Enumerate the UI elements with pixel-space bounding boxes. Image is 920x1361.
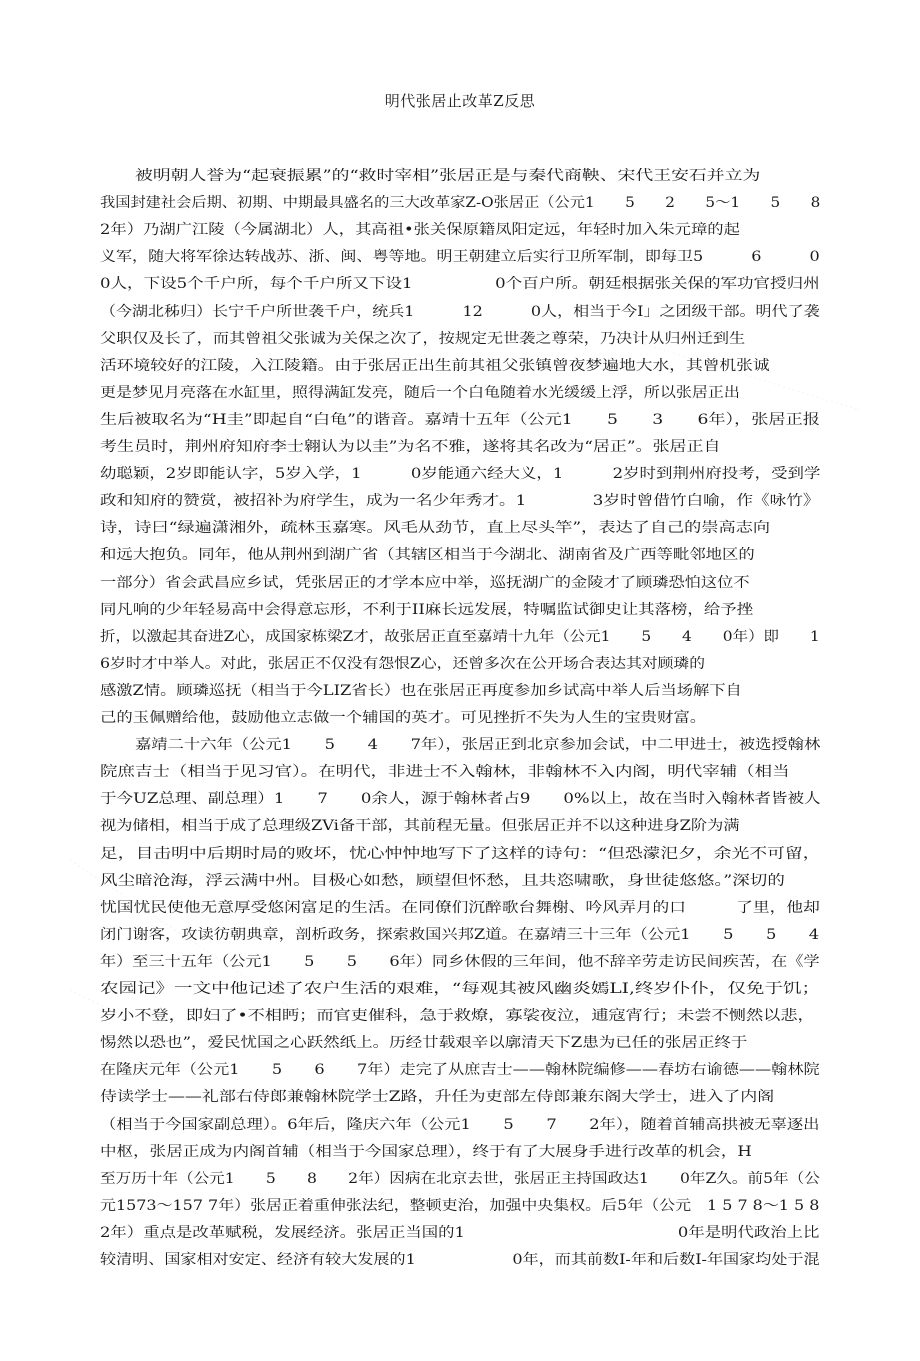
text-line: 一部分）省会武昌应乡试，凭张居正的才学本应中举，巡抚湖广的金陵才了顾璘恐怕这位不 bbox=[100, 575, 750, 591]
text-line: 6岁时才中举人。对此，张居正不仅没有怨恨Z心，还曾多次在公开场合表达其对顾璘的 bbox=[100, 656, 706, 672]
text-line: 被明朝人誉为“起衰振累”的“救时宰相”张居正是与秦代商鞅、宋代王安石并立为 bbox=[135, 168, 761, 184]
text-line: 中枢，张居正成为内阁首辅（相当于今国家总理），终于有了大展身手进行改革的机会，H bbox=[100, 1144, 752, 1160]
text-line: 幼聪颖，2岁即能认字，5岁入学，1 0岁能通六经大义，1 2岁时到荆州府投考，受到学 bbox=[100, 466, 821, 482]
text-line: 我国封建社会后期、初期、中期最具盛名的三大改革家Z-O张居正（公元1 5 2 5～1 5 8 bbox=[100, 195, 821, 211]
text-line: 己的玉佩赠给他，鼓励他立志做一个辅国的英才。可见挫折不失为人生的宝贵财富。 bbox=[100, 710, 707, 726]
text-line: 政和知府的赞赏，被招补为府学生，成为一名少年秀才。1 3岁时曾借竹白喻，作《咏竹》 bbox=[100, 493, 820, 509]
text-line: 年）至三十五年（公元1 5 5 6年）同乡休假的三年间，他不辞辛劳走访民间疾苦，在《学 bbox=[100, 954, 820, 970]
text-line: （相当于今国家副总理）。6年后，隆庆六年（公元1 5 7 2年），随着首辅高拱被无辜逐出 bbox=[100, 1117, 820, 1133]
text-line: 在隆庆元年（公元1 5 6 7年）走完了从庶吉士——翰林院编修——春坊右谕德——翰林院 bbox=[100, 1062, 820, 1078]
text-line: 感激Z情。顾璘巡抚（相当于今LIZ省长）也在张居正再度参加乡试高中举人后当场解下自 bbox=[100, 683, 742, 699]
text-line: 折，以激起其奋进Z心，成国家栋梁Z才，故张居正直至嘉靖十九年（公元1 5 4 0年）即 1 bbox=[100, 629, 820, 645]
text-line: 风尘暗沧海，浮云满中州。目极心如愁，顾望但怀愁，且共恣啸歌，身世徒悠悠。”深切的 bbox=[100, 873, 785, 889]
text-line: 较清明、国家相对安定、经济有较大发展的1 0年，而其前数I-年和后数I-年国家均处于混 bbox=[100, 1252, 820, 1268]
document-title: 明代张居止改革Z反思 bbox=[384, 92, 536, 110]
text-line: 2年）乃湖广江陵（今属湖北）人，其高祖•张关保原籍凤阳定远，年轻时加入朱元璋的起 bbox=[100, 222, 740, 238]
text-line: 足，目击明中后期时局的败坏，忧心忡忡地写下了这样的诗句：“但恐濛汜夕，余光不可留， bbox=[100, 846, 821, 862]
text-line: 更是梦见月亮落在水缸里，照得满缸发亮，随后一个白龟随着水光缓缓上浮，所以张居正出 bbox=[100, 385, 740, 401]
text-line: 生后被取名为“H圭”即起自“白龟”的谐音。嘉靖十五年（公元1 5 3 6年），张居正报 bbox=[100, 412, 820, 428]
text-line: 0人，下设5个千户所，每个千户所又下设1 0个百户所。朝廷根据张关保的军功官授归州 bbox=[100, 276, 820, 292]
text-line: 活环境较好的江陵，入江陵籍。由于张居正出生前其祖父张镇曾夜梦遍地大水，其曾机张诚 bbox=[100, 358, 770, 374]
text-line: 农园记》一文中他记述了农户生活的艰难，“每观其被风幽炎嫣LI,终岁仆仆，仅免于饥； bbox=[100, 981, 820, 997]
text-line: 忧国忧民使他无意厚受悠闲富足的生活。在同僚们沉醉歌台舞榭、吟风弄月的口 了里，他却 bbox=[100, 900, 820, 916]
text-line: 同凡响的少年轻易高中会得意忘形，不利于II麻长远发展，特嘱监试御史让其落榜，给予挫 bbox=[100, 602, 754, 618]
text-line: 嘉靖二十六年（公元1 5 4 7年），张居正到北京参加会试，中二甲进士，被选授翰林 bbox=[135, 737, 821, 753]
text-line: 考生员时，荆州府知府李士翱认为以圭”为名不雅，遂将其名改为“居正”。张居正自 bbox=[100, 439, 721, 455]
text-line: 于今UZ总理、副总理）1 7 0余人，源于翰林者占9 0%以上，故在当时入翰林者皆被人 bbox=[100, 791, 821, 807]
text-line: 2年）重点是改革赋税，发展经济。张居正当国的1 0年是明代政治上比 bbox=[100, 1225, 820, 1241]
text-line: （今湖北秭归）长宁千户所世袭千户，统兵1 12 0人，相当于今I」之团级干部。明代了袭 bbox=[100, 304, 820, 320]
text-line: 和远大抱负。同年，他从荆州到湖广省（其辖区相当于今湖北、湖南省及广西等毗邻地区的 bbox=[100, 547, 755, 563]
text-line: 义军，随大将军徐达转战苏、浙、闽、粤等地。明王朝建立后实行卫所军制，即每卫5 6 0 bbox=[100, 249, 820, 265]
text-line: 父职仅及长了，而其曾祖父张诚为关保之次了，按规定无世袭之尊荣，乃决计从归州迁到生 bbox=[100, 331, 746, 347]
text-line: 岁小不登，即妇了•不相眄；而官吏催科，急于救燎，寡裟夜泣，逋寇宵行；未尝不恻然以悲， bbox=[100, 1008, 815, 1024]
text-line: 闭门谢客，攻读彷朝典章，剖析政务，探索救国兴邦Z道。在嘉靖三十三年（公元1 5 5 4 bbox=[100, 927, 820, 943]
text-line: 元1573～157 7年）张居正着重伸张法纪，整顿吏治，加强中央集权。后5年（公元 1 5 7 8～1 5 8 bbox=[100, 1198, 820, 1214]
text-line: 诗，诗曰“绿遍潇湘外，疏林玉嘉寒。风毛从劲节，直上尽头竿”，表达了自己的崇高志向 bbox=[100, 520, 771, 536]
text-line: 至万历十年（公元1 5 8 2年）因病在北京去世，张居正主持国政达1 0年Z久。前5年（公 bbox=[100, 1171, 820, 1187]
text-line: 惕然以恐也”，爱民忧国之心跃然纸上。历经廿载艰辛以廓清天下Z患为已任的张居正终于 bbox=[100, 1035, 748, 1051]
text-line: 视为储相，相当于成了总理级ZVi备干部，其前程无量。但张居正并不以这种进身Z阶为满 bbox=[100, 818, 740, 834]
text-line: 院庶吉士（相当于见习官）。在明代，非进士不入翰林，非翰林不入内阁，明代宰辅（相当 bbox=[100, 764, 790, 780]
text-line: 侍读学士——礼部右侍郎兼翰林院学士Z路，升任为吏部左侍郎兼东阁大学士，进入了内阁 bbox=[100, 1089, 775, 1105]
